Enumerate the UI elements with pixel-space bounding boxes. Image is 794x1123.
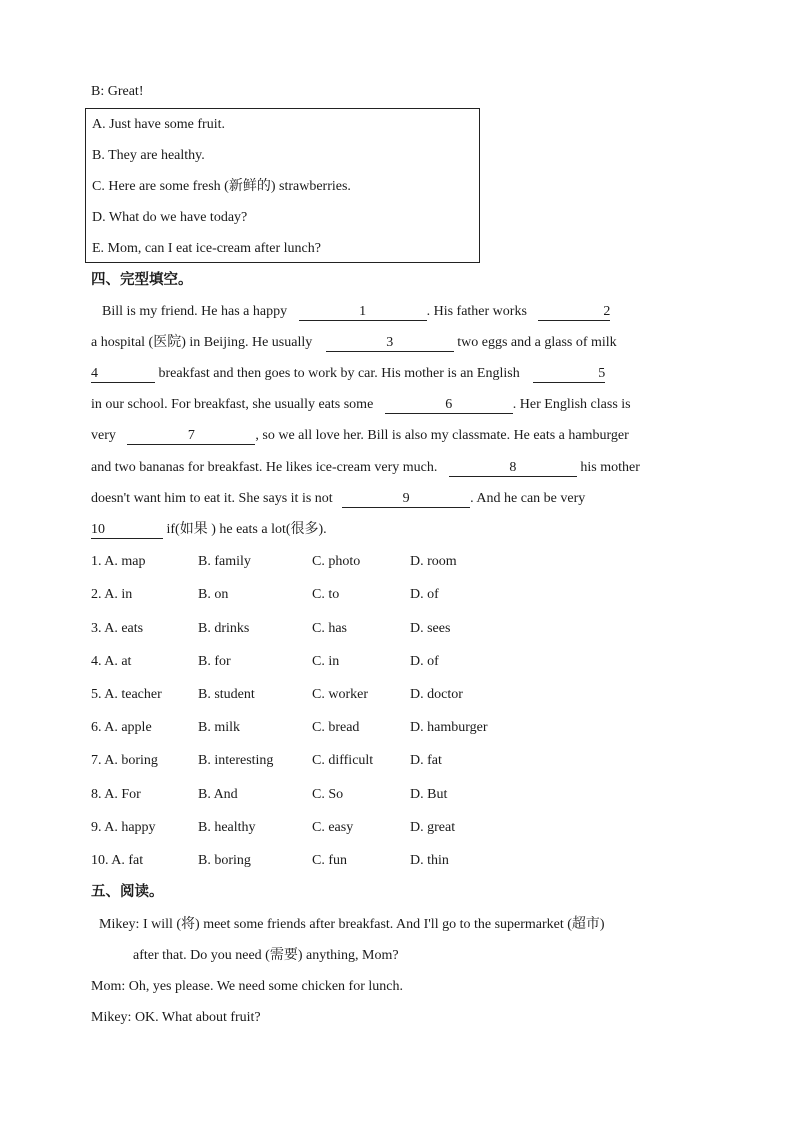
- passage-text: two eggs and a glass of milk: [457, 335, 617, 350]
- blank-5: 5: [533, 366, 605, 383]
- question-row: [91, 619, 611, 639]
- choice-a: 4. A. at: [91, 654, 132, 669]
- blank-1: 1: [299, 304, 427, 321]
- question-row: [91, 652, 611, 672]
- choice-d: D. hamburger: [410, 720, 488, 735]
- choice-d: D. fat: [410, 753, 442, 768]
- section-heading-reading: 五、阅读。: [91, 884, 164, 900]
- choice-b: B. on: [198, 587, 229, 602]
- passage-text: in our school. For breakfast, she usually eats some: [91, 397, 374, 412]
- passage-line: [91, 520, 327, 540]
- option-c: C. Here are some fresh (新鲜的) strawberries.: [92, 179, 351, 194]
- option-e: E. Mom, can I eat ice-cream after lunch?: [92, 241, 321, 256]
- choice-b: B. for: [198, 654, 231, 669]
- passage-text: Bill is my friend. He has a happy: [102, 304, 288, 319]
- reading-dialogue-line: Mikey: I will (将) meet some friends after breakfast. And I'll go to the supermarket (超市): [99, 917, 605, 932]
- choice-c: C. difficult: [312, 753, 374, 768]
- reading-dialogue-line: after that. Do you need (需要) anything, Mom?: [133, 948, 399, 963]
- question-row: [91, 751, 611, 771]
- passage-text: . Her English class is: [512, 397, 631, 412]
- choice-c: C. in: [312, 654, 340, 669]
- choice-c: C. worker: [312, 687, 368, 702]
- passage-text: , so we all love her. Bill is also my classmate. He eats a hamburger: [255, 428, 629, 443]
- passage-line: [91, 395, 631, 415]
- question-row: [91, 851, 611, 871]
- choice-d: D. doctor: [410, 687, 463, 702]
- option-d: D. What do we have today?: [92, 210, 248, 225]
- choice-a: 5. A. teacher: [91, 687, 162, 702]
- passage-text: doesn't want him to eat it. She says it is not: [91, 491, 333, 506]
- reading-dialogue-line: Mikey: OK. What about fruit?: [91, 1010, 261, 1025]
- choice-c: C. easy: [312, 820, 354, 835]
- blank-9: 9: [342, 491, 470, 508]
- choice-d: D. of: [410, 654, 439, 669]
- passage-text: breakfast and then goes to work by car. His mother is an English: [158, 366, 520, 381]
- question-row: [91, 552, 611, 572]
- choice-c: C. So: [312, 787, 344, 802]
- choice-c: C. fun: [312, 853, 347, 868]
- question-row: [91, 685, 611, 705]
- choice-b: B. And: [198, 787, 238, 802]
- reading-dialogue-line: Mom: Oh, yes please. We need some chicken for lunch.: [91, 979, 403, 994]
- blank-3: 3: [326, 335, 454, 352]
- blank-7: 7: [127, 428, 255, 445]
- choice-c: C. bread: [312, 720, 360, 735]
- choice-a: 9. A. happy: [91, 820, 156, 835]
- passage-line: [102, 302, 610, 322]
- choice-c: C. has: [312, 621, 347, 636]
- choice-a: 7. A. boring: [91, 753, 158, 768]
- choice-d: D. of: [410, 587, 439, 602]
- question-row: [91, 818, 611, 838]
- blank-4: 4: [91, 366, 155, 383]
- option-a: A. Just have some fruit.: [92, 117, 225, 132]
- choice-c: C. to: [312, 587, 340, 602]
- passage-text: a hospital (医院) in Beijing. He usually: [91, 335, 313, 350]
- choice-a: 3. A. eats: [91, 621, 144, 636]
- question-row: [91, 718, 611, 738]
- choice-a: 6. A. apple: [91, 720, 152, 735]
- option-b: B. They are healthy.: [92, 148, 205, 163]
- choice-b: B. student: [198, 687, 255, 702]
- choice-a: 1. A. map: [91, 554, 146, 569]
- passage-text: if(如果 ) he eats a lot(很多).: [166, 522, 327, 537]
- choice-b: B. milk: [198, 720, 241, 735]
- passage-line: [91, 333, 617, 353]
- blank-8: 8: [449, 460, 577, 477]
- choice-b: B. family: [198, 554, 251, 569]
- blank-10: 10: [91, 522, 163, 539]
- choice-b: B. boring: [198, 853, 251, 868]
- choice-d: D. thin: [410, 853, 449, 868]
- choice-a: 10. A. fat: [91, 853, 144, 868]
- choice-b: B. interesting: [198, 753, 274, 768]
- passage-text: . And he can be very: [470, 491, 586, 506]
- choice-b: B. drinks: [198, 621, 250, 636]
- choice-a: 2. A. in: [91, 587, 133, 602]
- passage-text: and two bananas for breakfast. He likes ice-cream very much.: [91, 460, 438, 475]
- dialogue-line: B: Great!: [91, 84, 144, 99]
- passage-line: [91, 489, 585, 509]
- blank-6: 6: [385, 397, 513, 414]
- choice-a: 8. A. For: [91, 787, 141, 802]
- passage-line: [91, 458, 640, 478]
- passage-text: his mother: [580, 460, 640, 475]
- question-row: [91, 585, 611, 605]
- choice-d: D. room: [410, 554, 457, 569]
- blank-2: 2: [538, 304, 610, 321]
- passage-line: [91, 364, 605, 384]
- section-heading-cloze: 四、完型填空。: [91, 272, 193, 288]
- choice-b: B. healthy: [198, 820, 256, 835]
- passage-text: . His father works: [426, 304, 527, 319]
- answer-options-box: [85, 108, 480, 263]
- choice-d: D. sees: [410, 621, 451, 636]
- choice-d: D. great: [410, 820, 456, 835]
- choice-d: D. But: [410, 787, 448, 802]
- passage-line: [91, 426, 629, 446]
- passage-text: very: [91, 428, 116, 443]
- choice-c: C. photo: [312, 554, 361, 569]
- question-row: [91, 785, 611, 805]
